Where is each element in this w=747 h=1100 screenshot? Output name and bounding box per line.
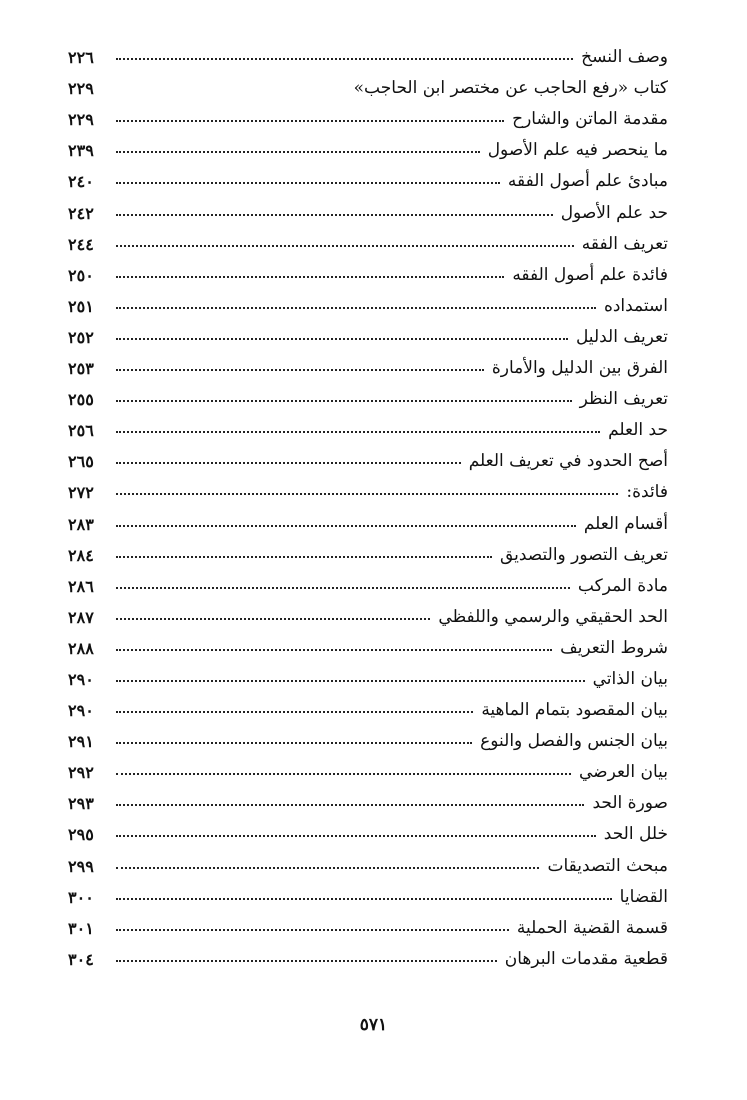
toc-entry xyxy=(68,815,668,846)
toc-entry-title: مادة المركب xyxy=(577,575,668,596)
dot-leader xyxy=(116,462,461,464)
dot-leader xyxy=(116,867,539,869)
toc-entry-title: بيان الذاتي xyxy=(592,668,668,689)
toc-entry xyxy=(68,287,668,318)
toc-entry-title: ما ينحصر فيه علم الأصول xyxy=(487,140,668,161)
dot-leader xyxy=(116,493,618,495)
toc-entry xyxy=(68,504,668,535)
toc-entry xyxy=(68,256,668,287)
toc-entry-page: ٢٩١ xyxy=(68,732,94,752)
toc-entry-title: فائدة: xyxy=(626,482,668,503)
dot-leader xyxy=(116,804,584,806)
toc-entry xyxy=(68,722,668,753)
toc-entry xyxy=(68,473,668,504)
dot-leader xyxy=(116,245,574,247)
toc-entry-page: ٢٤٤ xyxy=(68,234,94,254)
toc-entry xyxy=(68,536,668,567)
dot-leader xyxy=(116,214,553,216)
toc-entry xyxy=(68,318,668,349)
dot-leader xyxy=(116,587,570,589)
page-number: ٥٧١ xyxy=(359,1015,388,1035)
toc-entry-title: حد علم الأصول xyxy=(560,202,668,223)
toc-entry-page: ٢٢٦ xyxy=(68,48,94,68)
toc-entry-title: تعريف الدليل xyxy=(575,326,668,347)
toc-entry-page: ٢٩٥ xyxy=(68,825,94,845)
toc-entry-page: ٢٥٣ xyxy=(68,359,94,379)
toc-entry xyxy=(68,131,668,162)
dot-leader xyxy=(116,120,504,122)
toc-entry xyxy=(68,100,668,131)
toc-entry xyxy=(68,629,668,660)
toc-entry-title: أقسام العلم xyxy=(583,513,668,534)
toc-entry xyxy=(68,69,668,100)
toc-entry xyxy=(68,567,668,598)
dot-leader xyxy=(116,649,552,651)
toc-entry-title: مبادئ علم أصول الفقه xyxy=(507,171,668,192)
toc-entry-title: الحد الحقيقي والرسمي واللفظي xyxy=(438,606,668,627)
toc-entry xyxy=(68,380,668,411)
toc-entry xyxy=(68,349,668,380)
toc-entry-page: ٢٧٢ xyxy=(68,483,94,503)
dot-leader xyxy=(116,898,612,900)
dot-leader xyxy=(116,556,492,558)
toc-entry-page: ٢٩٢ xyxy=(68,763,94,783)
dot-leader xyxy=(116,525,576,527)
toc-entry-title: بيان المقصود بتمام الماهية xyxy=(481,700,668,721)
table-of-contents xyxy=(68,38,668,971)
dot-leader xyxy=(116,182,500,184)
toc-entry xyxy=(68,784,668,815)
toc-entry xyxy=(68,660,668,691)
dot-leader xyxy=(116,742,472,744)
dot-leader xyxy=(116,431,600,433)
toc-entry-title: أصح الحدود في تعريف العلم xyxy=(468,451,668,472)
toc-entry xyxy=(68,691,668,722)
dot-leader xyxy=(116,369,484,371)
toc-entry-page: ٢٦٥ xyxy=(68,452,94,472)
toc-entry xyxy=(68,753,668,784)
toc-entry-title: تعريف التصور والتصديق xyxy=(499,544,668,565)
dot-leader xyxy=(116,929,509,931)
toc-entry xyxy=(68,193,668,224)
toc-entry xyxy=(68,846,668,877)
toc-entry-page: ٢٢٩ xyxy=(68,79,94,99)
toc-entry-title: تعريف النظر xyxy=(579,389,668,410)
toc-entry-page: ٢٩٣ xyxy=(68,794,94,814)
toc-entry-page: ٣٠٠ xyxy=(68,887,94,907)
toc-entry xyxy=(68,598,668,629)
toc-entry-title: قطعية مقدمات البرهان xyxy=(504,948,668,969)
toc-entry xyxy=(68,442,668,473)
toc-entry-page: ٢٨٦ xyxy=(68,576,94,596)
toc-entry-page: ٢٥٥ xyxy=(68,390,94,410)
toc-entry-title: فائدة علم أصول الفقه xyxy=(512,264,668,285)
toc-entry-title: بيان الجنس والفصل والنوع xyxy=(480,731,668,752)
dot-leader xyxy=(116,773,571,775)
toc-entry xyxy=(68,38,668,69)
toc-entry-title: وصف النسخ xyxy=(581,47,668,68)
toc-entry-title: مقدمة الماتن والشارح xyxy=(512,109,668,130)
dot-leader xyxy=(116,680,585,682)
toc-entry-title: تعريف الفقه xyxy=(581,233,668,254)
toc-entry-title: القضايا xyxy=(619,886,668,907)
toc-entry-page: ٢٥٠ xyxy=(68,265,94,285)
toc-entry-page: ٢٣٩ xyxy=(68,141,94,161)
toc-entry xyxy=(68,411,668,442)
dot-leader xyxy=(116,58,573,60)
toc-entry xyxy=(68,162,668,193)
toc-entry-page: ٢٩٠ xyxy=(68,701,94,721)
toc-entry-page: ٢٩٠ xyxy=(68,669,94,689)
dot-leader xyxy=(116,960,497,962)
toc-entry-page: ٢٢٩ xyxy=(68,110,94,130)
toc-entry-page: ٢٩٩ xyxy=(68,856,94,876)
dot-leader xyxy=(116,400,572,402)
toc-entry-title: حد العلم xyxy=(608,420,668,441)
dot-leader xyxy=(116,276,504,278)
toc-entry xyxy=(68,940,668,971)
toc-entry-title: بيان العرضي xyxy=(578,762,668,783)
dot-leader xyxy=(116,711,473,713)
dot-leader xyxy=(116,307,596,309)
toc-entry-title: صورة الحد xyxy=(592,793,668,814)
toc-entry-title: خلل الحد xyxy=(603,824,668,845)
toc-entry-page: ٢٤٠ xyxy=(68,172,94,192)
toc-entry-page: ٢٨٧ xyxy=(68,607,94,627)
toc-entry xyxy=(68,878,668,909)
toc-entry-page: ٢٤٢ xyxy=(68,203,94,223)
toc-entry-page: ٣٠٤ xyxy=(68,949,94,969)
toc-entry-page: ٢٥١ xyxy=(68,296,94,316)
toc-entry-page: ٢٨٣ xyxy=(68,514,94,534)
dot-leader xyxy=(116,338,568,340)
toc-entry-page: ٢٨٨ xyxy=(68,638,94,658)
toc-entry-page: ٢٨٤ xyxy=(68,545,94,565)
toc-entry-title: شروط التعريف xyxy=(560,637,668,658)
toc-entry-title: كتاب «رفع الحاجب عن مختصر ابن الحاجب» xyxy=(353,78,668,99)
dot-leader xyxy=(116,618,430,620)
toc-entry-title: استمداده xyxy=(603,295,668,316)
toc-entry-page: ٢٥٢ xyxy=(68,327,94,347)
dot-leader xyxy=(116,151,480,153)
toc-entry-title: الفرق بين الدليل والأمارة xyxy=(491,358,668,379)
toc-entry xyxy=(68,909,668,940)
dot-leader xyxy=(116,835,596,837)
toc-entry-page: ٣٠١ xyxy=(68,918,94,938)
toc-entry xyxy=(68,225,668,256)
toc-entry-title: قسمة القضية الحملية xyxy=(516,917,668,938)
toc-entry-title: مبحث التصديقات xyxy=(547,855,668,876)
toc-entry-page: ٢٥٦ xyxy=(68,421,94,441)
